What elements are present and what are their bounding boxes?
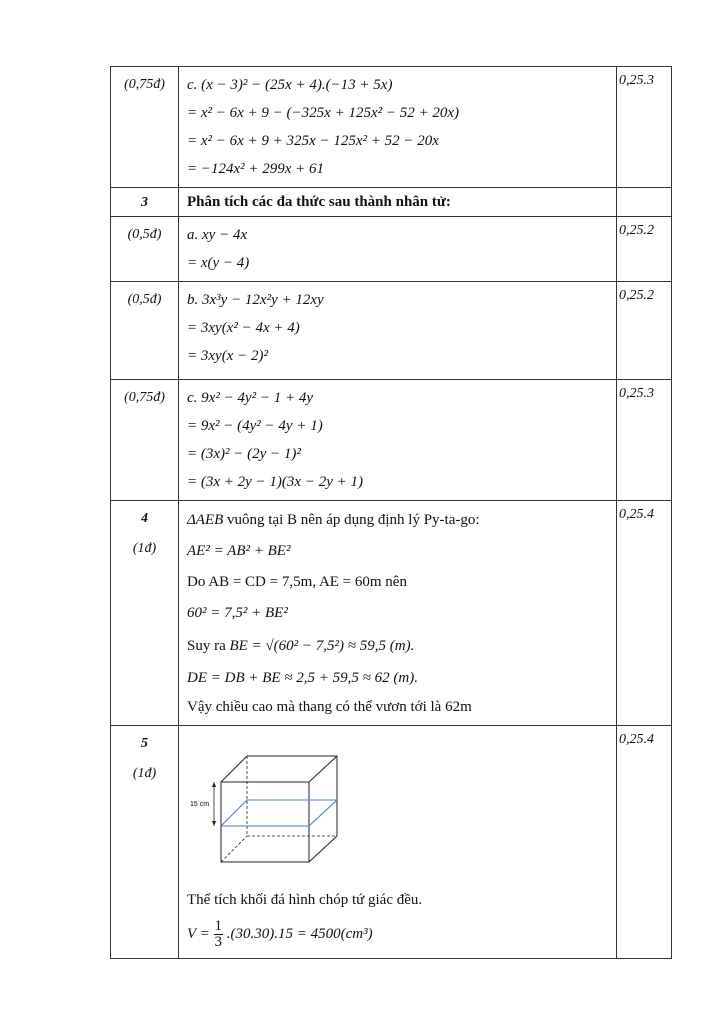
points-label: (1đ) [132, 541, 157, 556]
score-cell: 0,25.2 [617, 217, 672, 282]
question-number-label: 4 [141, 511, 148, 526]
table-row [111, 726, 672, 959]
fraction-numerator: 1 [214, 918, 223, 935]
math-line: a. xy − 4x [187, 227, 248, 243]
cube-edge [221, 756, 247, 782]
question-number-label: 3 [141, 195, 148, 210]
math-line: = 3xy(x − 2)² [187, 348, 268, 364]
cube-front-face [221, 782, 309, 862]
points-label: (0,75đ) [124, 77, 165, 92]
points-label: (1đ) [132, 766, 157, 781]
content-cell [179, 188, 617, 217]
points-cell [111, 67, 179, 188]
points-label: (0,5đ) [127, 292, 162, 307]
suy-ra-text: Suy ra [187, 638, 226, 654]
text-line: Thể tích khối đá hình chóp tứ giác đều. [187, 892, 423, 908]
table-row [111, 380, 672, 501]
content-cell [179, 67, 617, 188]
table-row [111, 217, 672, 282]
table-row [111, 501, 672, 726]
arrow-head-up [212, 782, 216, 787]
volume-formula [187, 914, 616, 954]
math-line: b. 3x³y − 12x²y + 12xy [187, 292, 324, 308]
score-cell: 0,25.4 [617, 501, 672, 726]
cube-hidden-edge [221, 836, 247, 862]
content-cell [179, 501, 617, 726]
answer-table [110, 66, 672, 959]
volume-rhs: .(30.30).15 = 4500(cm³) [226, 926, 373, 942]
content-cell [179, 217, 617, 282]
text-line: Do AB = CD = 7,5m, AE = 60m nên [187, 574, 407, 590]
math-expression: BE = √(60² − 7,5²) ≈ 59,5 (m). [229, 638, 415, 654]
score-cell: 0,25.2 [617, 282, 672, 380]
question-title: Phân tích các đa thức sau thành nhân tử: [187, 194, 451, 210]
points-label: (0,75đ) [124, 390, 165, 405]
table-row [111, 67, 672, 188]
triangle-name: ΔAEB [187, 512, 224, 528]
cube-diagram [187, 730, 367, 880]
fraction [214, 919, 224, 950]
content-cell [179, 726, 617, 959]
height-label: 15 cm [190, 801, 210, 808]
fraction-denominator: 3 [214, 934, 223, 951]
math-line: 60² = 7,5² + BE² [187, 605, 288, 621]
statement-text: vuông tại B nên áp dụng định lý Py-ta-go: [227, 512, 480, 528]
math-line: = (3x + 2y − 1)(3x − 2y + 1) [187, 474, 363, 490]
question-number-label: 5 [141, 736, 148, 751]
math-line: AE² = AB² + BE² [187, 543, 291, 559]
math-line: c. 9x² − 4y² − 1 + 4y [187, 390, 313, 406]
table-row [111, 282, 672, 380]
points-cell [111, 726, 179, 959]
math-line: = x² − 6x + 9 + 325x − 125x² + 52 − 20x [187, 133, 439, 149]
conclusion-line: Vậy chiều cao mà thang có thể vươn tới là 62m [187, 699, 472, 715]
points-cell [111, 282, 179, 380]
score-cell: 0,25.3 [617, 380, 672, 501]
math-line: c. (x − 3)² − (25x + 4).(−13 + 5x) [187, 77, 393, 93]
cube-edge [309, 756, 337, 782]
result-line [187, 629, 616, 663]
score-cell: 0,25.4 [617, 726, 672, 959]
math-line: = x² − 6x + 9 − (−325x + 125x² − 52 + 20x) [187, 105, 459, 121]
volume-lhs: V = [187, 926, 214, 942]
arrow-head-down [212, 821, 216, 826]
math-line: = (3x)² − (2y − 1)² [187, 446, 301, 462]
score-cell [617, 188, 672, 217]
points-cell [111, 501, 179, 726]
math-line: DE = DB + BE ≈ 2,5 + 59,5 ≈ 62 (m). [187, 670, 418, 686]
table-row [111, 188, 672, 217]
content-cell [179, 380, 617, 501]
water-level-plane [221, 800, 337, 826]
content-cell [179, 282, 617, 380]
cube-edge [309, 836, 337, 862]
statement-line [187, 505, 616, 535]
score-cell: 0,25.3 [617, 67, 672, 188]
cube-figure [187, 730, 616, 880]
points-cell [111, 217, 179, 282]
points-label: (0,5đ) [127, 227, 162, 242]
math-line: = 9x² − (4y² − 4y + 1) [187, 418, 323, 434]
math-line: = −124x² + 299x + 61 [187, 161, 325, 177]
math-line: = x(y − 4) [187, 255, 250, 271]
math-line: = 3xy(x² − 4x + 4) [187, 320, 300, 336]
points-cell [111, 380, 179, 501]
question-number [111, 188, 179, 217]
